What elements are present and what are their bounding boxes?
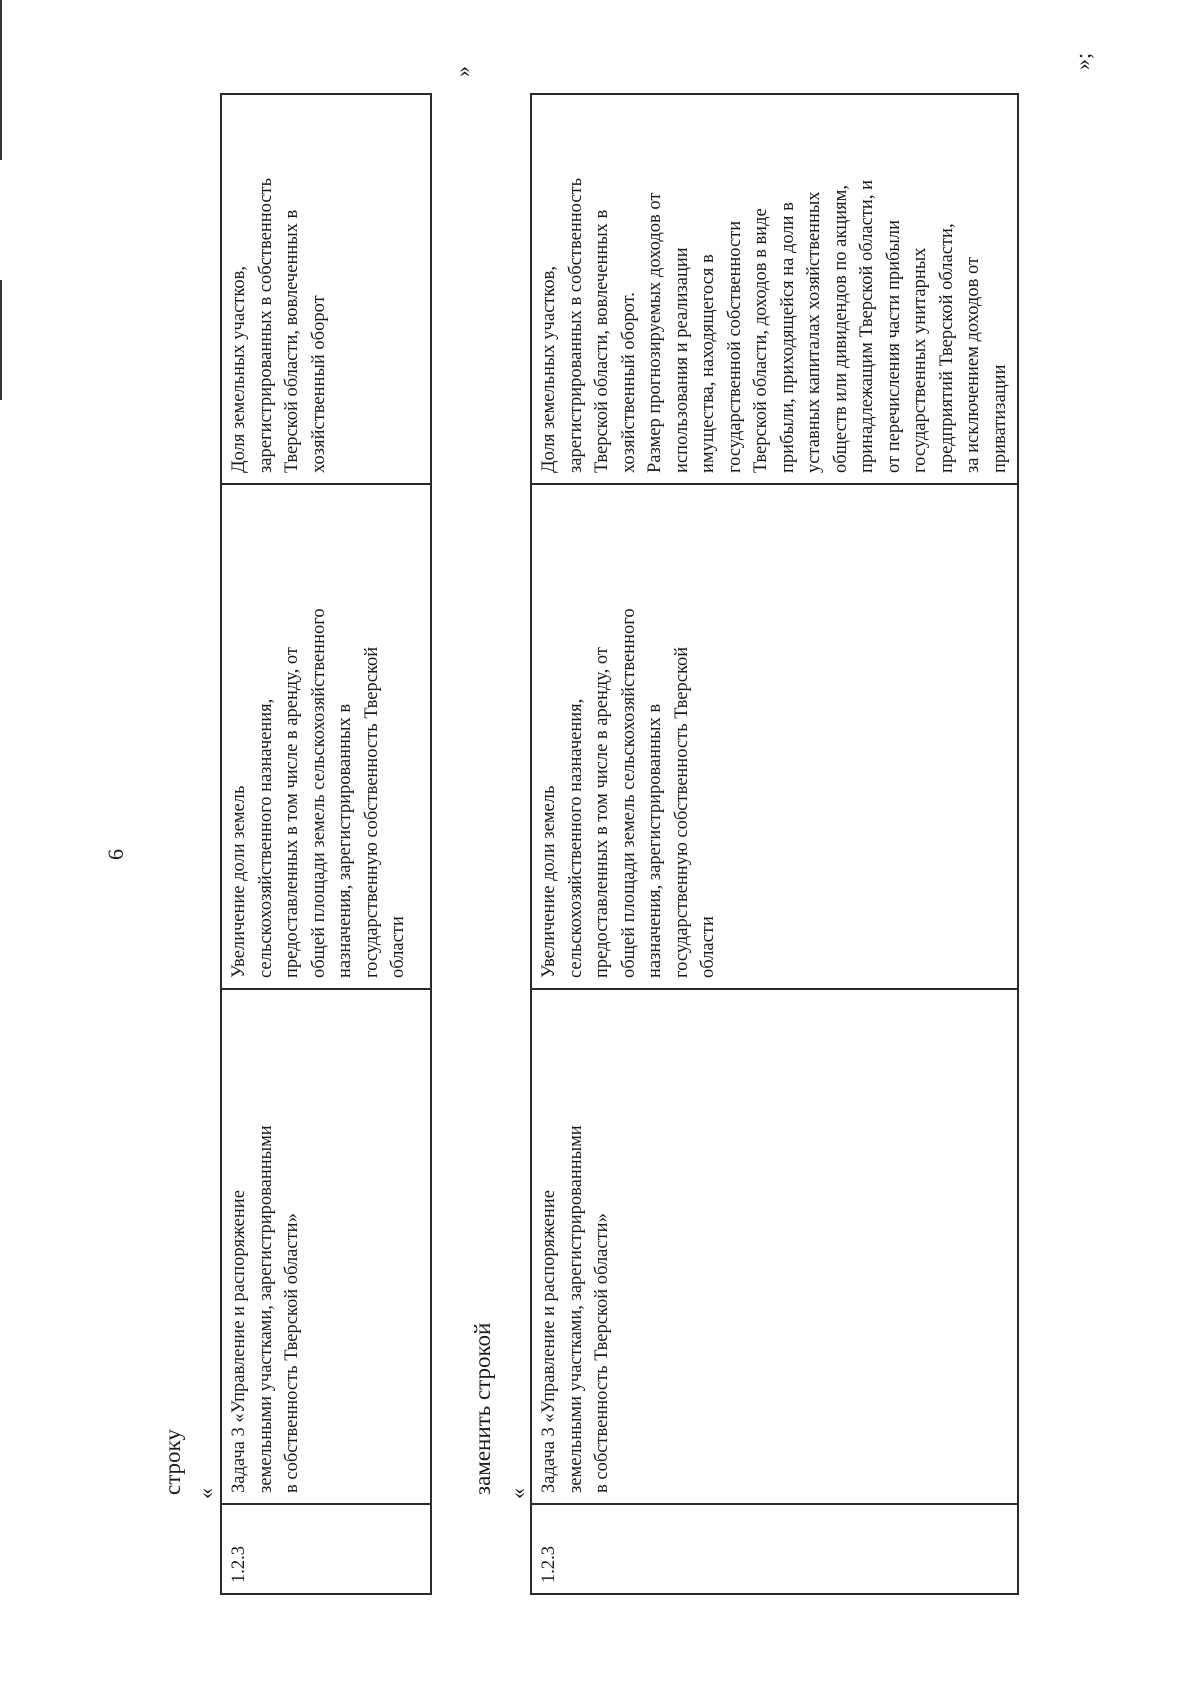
measure-cell: Доля земельных участков, зарегистрированных в собственность Тверской области, вовлеченных в хозяйственный оборот. Размер прогнозируемых доходов от использования и реализации имущества, находящегося в государственной собственности Тверской области, доходов в виде прибыли, приходящейся на доли в уставных капиталах хозяйственных обществ или дивидендов по акциям, принадлежащим Тверской области, и от перечисления части прибыли государственных унитарных предприятий Тверской области, за исключением доходов от приватизации	[531, 94, 1018, 484]
row-number-cell: 1.2.3	[531, 1504, 1018, 1594]
row-number-cell: 1.2.3	[221, 1504, 431, 1594]
block2-label: заменить строкой	[470, 1322, 495, 1495]
block1-open-quote: «	[193, 1488, 218, 1499]
table-row	[531, 94, 1018, 1594]
block2-open-quote: «	[505, 1488, 530, 1499]
page-number: 6	[103, 849, 128, 860]
block2-table	[530, 93, 1019, 1595]
indicator-cell: Увеличение доли земель сельскохозяйственного назначения, предоставленных в том числе в аренду, от общей площади земель сельскохозяйственного назначения, зарегистрированных в государственную собственность Тверской области	[221, 484, 431, 989]
table-row	[221, 94, 431, 1594]
scan-edge-mark	[0, 280, 2, 400]
task-cell: Задача 3 «Управление и распоряжение земельными участками, зарегистрированными в собственность Тверской области»	[531, 989, 1018, 1504]
task-cell: Задача 3 «Управление и распоряжение земельными участками, зарегистрированными в собственность Тверской области»	[221, 989, 431, 1504]
block1-close-quote: »	[450, 66, 475, 77]
scan-edge-mark	[0, 0, 2, 160]
measure-cell: Доля земельных участков, зарегистрированных в собственность Тверской области, вовлеченных в хозяйственный оборот	[221, 94, 431, 484]
block1-table	[220, 93, 432, 1595]
block1-label: строку	[160, 1429, 185, 1495]
block2-close-quote: »;	[1070, 52, 1095, 70]
indicator-cell: Увеличение доли земель сельскохозяйственного назначения, предоставленных в том числе в аренду, от общей площади земель сельскохозяйственного назначения, зарегистрированных в государственную собственность Тверской области	[531, 484, 1018, 989]
